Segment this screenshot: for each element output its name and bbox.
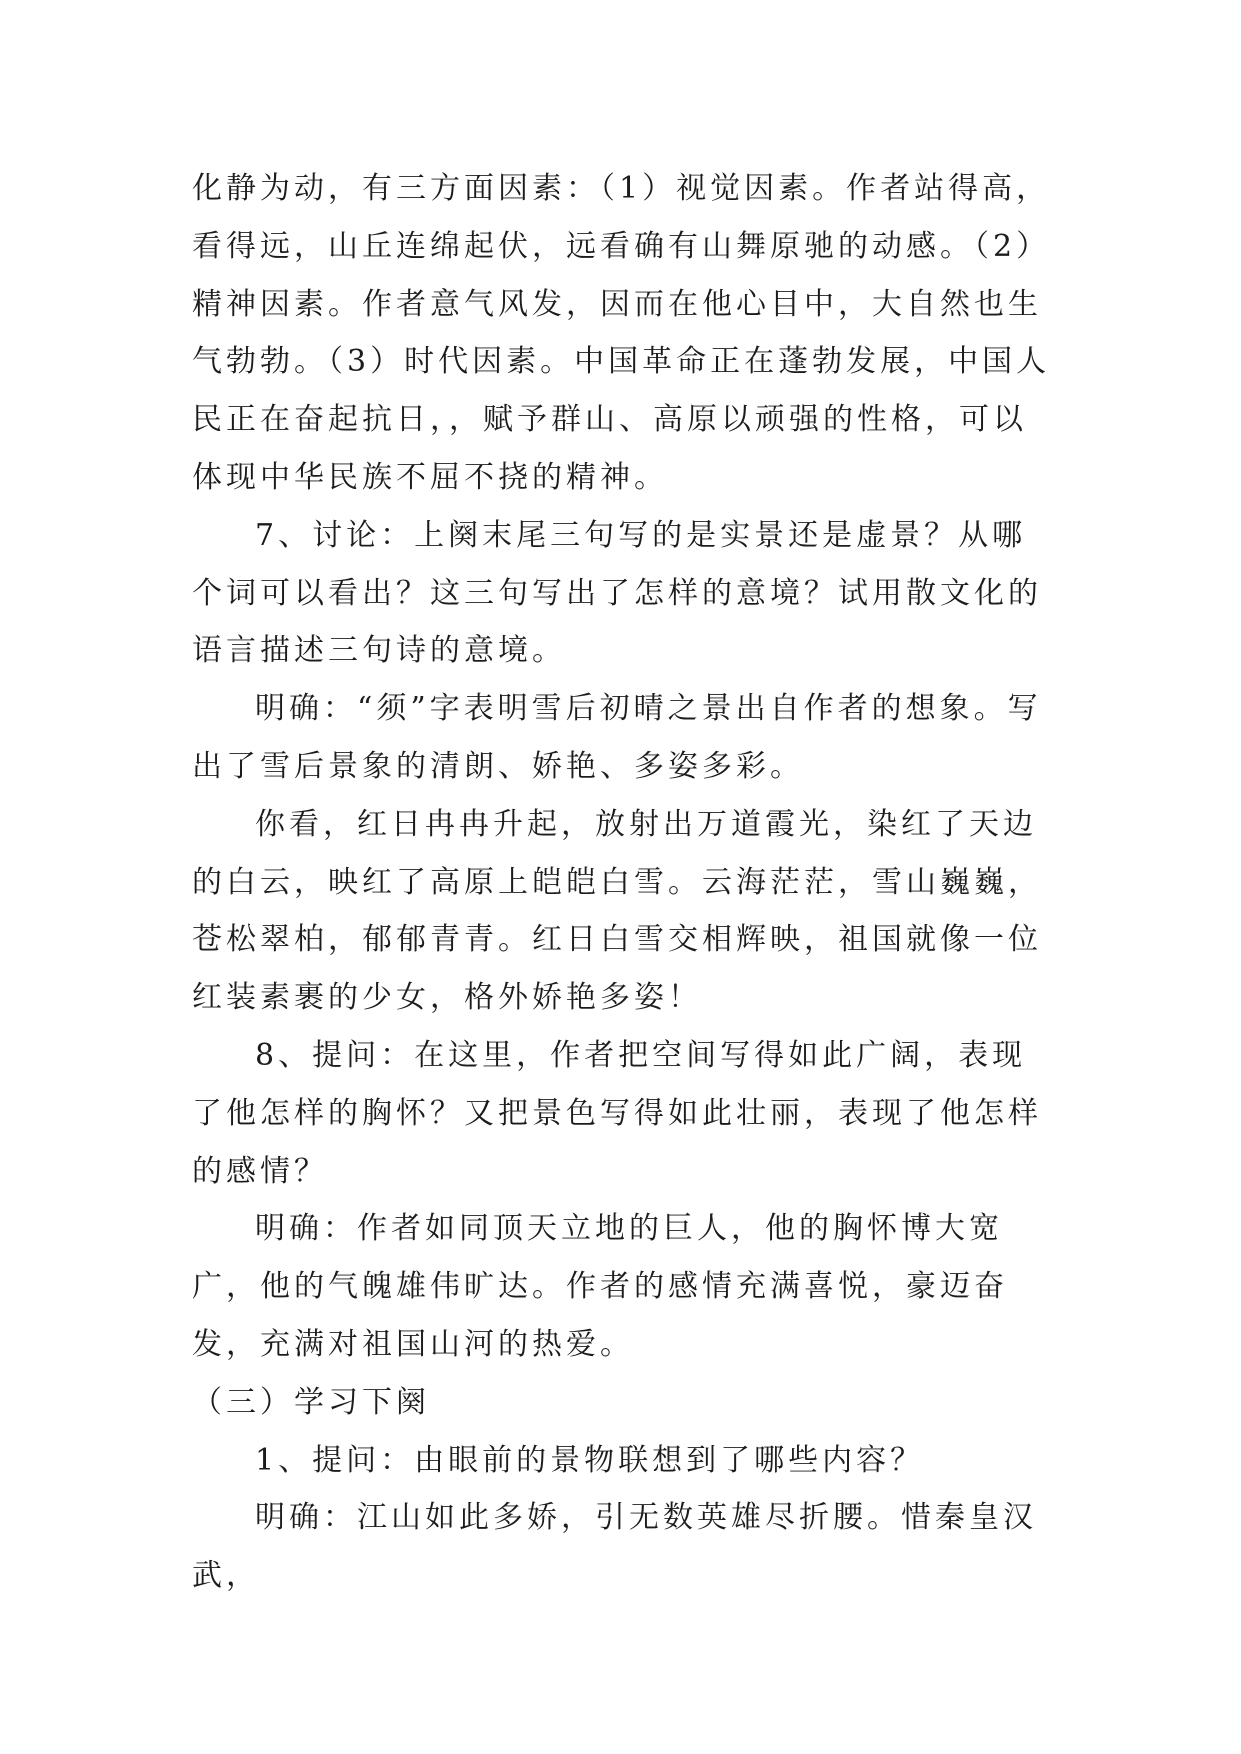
paragraph-question-1: 1、提问：由眼前的景物联想到了哪些内容？ <box>255 1442 925 1478</box>
section-heading-3: （三）学习下阕 <box>192 1384 430 1420</box>
paragraph-question-8: 8、提问：在这里，作者把空间写得如此广阔，表现了他怎样的胸怀？又把景色写得如此壮丽，表现了他怎样的感情？ <box>192 1037 1042 1189</box>
paragraph-answer-7: 明确：“须”字表明雪后初晴之景出自作者的想象。写出了雪后景象的清朗、娇艳、多姿多彩。 <box>192 691 1042 784</box>
paragraph-answer-1: 明确：江山如此多娇，引无数英雄尽折腰。惜秦皇汉武， <box>192 1500 1037 1594</box>
document-body <box>192 160 1052 1605</box>
paragraph-answer-8: 明确：作者如同顶天立地的巨人，他的胸怀博大宽广，他的气魄雄伟旷达。作者的感情充满喜悦，豪迈奋发，充满对祖国山河的热爱。 <box>192 1211 1008 1362</box>
paragraph-discussion-7: 7、讨论：上阕末尾三句写的是实景还是虚景？从哪个词可以看出？这三句写出了怎样的意境？试用散文化的语言描述三句诗的意境。 <box>192 517 1042 669</box>
paragraph-three-factors: 化静为动，有三方面因素：（1）视觉因素。作者站得高，看得远，山丘连绵起伏，远看确有山舞原驰的动感。（2）精神因素。作者意气风发，因而在他心目中，大自然也生气勃勃。（3）时代因素。中国革命正在蓬勃发展，中国人民正在奋起抗日，，赋予群山、高原以顽强的性格，可以体现中华民族不屈不挠的精神。 <box>192 171 1051 495</box>
paragraph-description: 你看，红日冉冉升起，放射出万道霞光，染红了天边的白云，映红了高原上皑皑白雪。云海茫茫，雪山巍巍，苍松翠柏，郁郁青青。红日白雪交相辉映，祖国就像一位红装素裹的少女，格外娇艳多姿！ <box>192 806 1042 1016</box>
